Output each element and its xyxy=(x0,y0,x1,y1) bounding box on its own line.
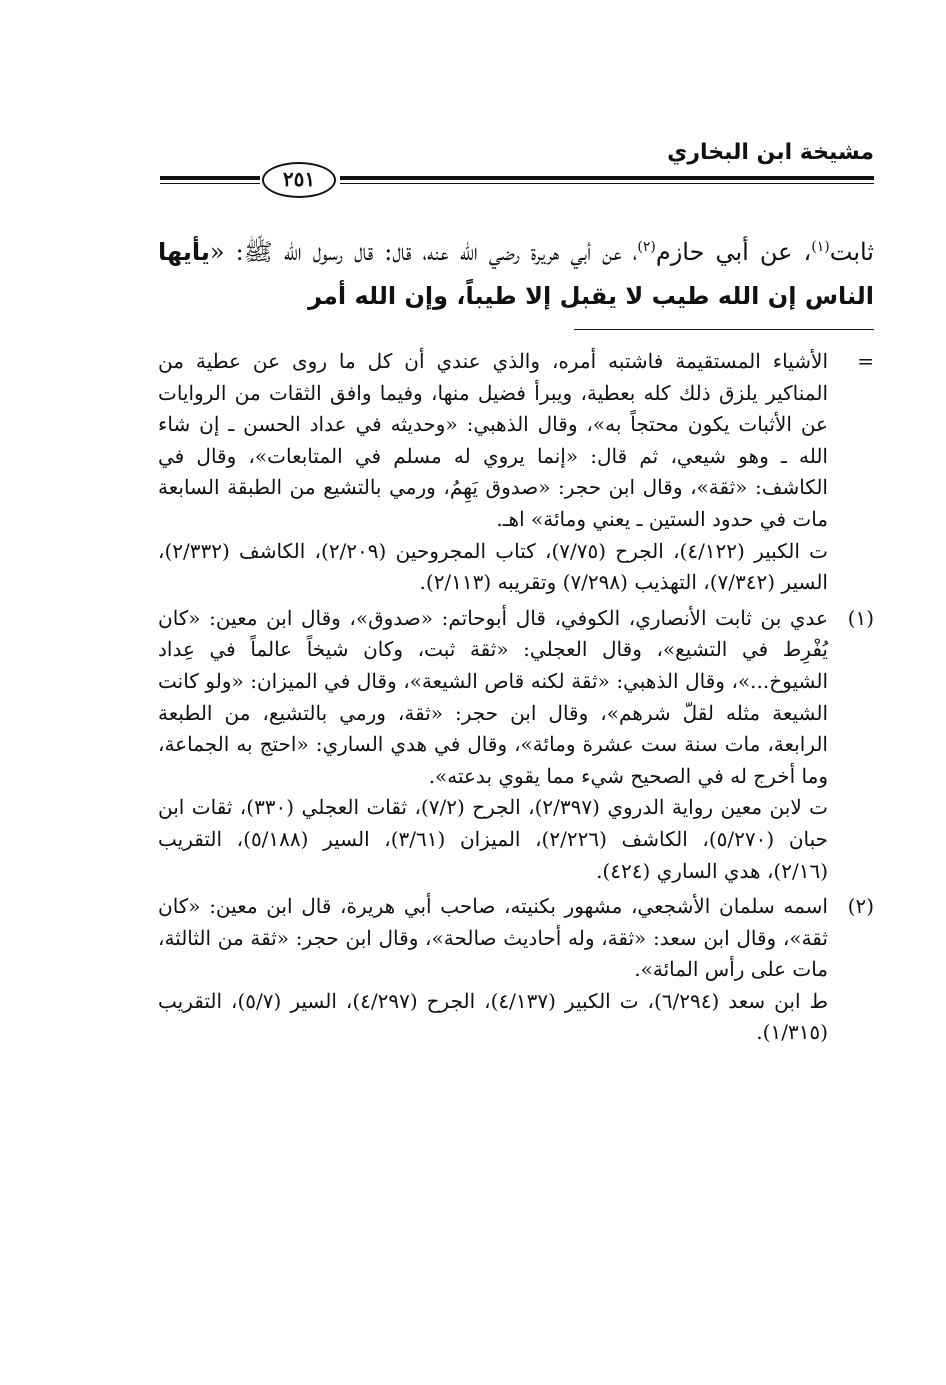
header-rule-left-thick xyxy=(160,176,260,180)
footnote-separator xyxy=(574,329,874,330)
footnote-refs: ط ابن سعد (٦/٢٩٤)، ت الكبير (٤/١٣٧)، الجرح (٤/٢٩٧)، السير (٥/٧)، التقريب (١/٣١٥). xyxy=(158,988,829,1045)
footnote-ref-1: (١) xyxy=(811,239,830,255)
footnote-refs: ت لابن معين رواية الدروي (٢/٣٩٧)، الجرح (٧/٢)، ثقات العجلي (٣٣٠)، ثقات ابن حبان (٥/٢٧٠)، الكاشف (٢/٢٢٦)، الميزان (٣/٦١)، السير (٥/١٨٨)، التقريب (٢/١٦)، هدي الساري (٤٢٤). xyxy=(158,795,829,883)
main-paragraph xyxy=(158,230,874,318)
footnote-text: اسمه سلمان الأشجعي، مشهور بكنيته، صاحب أبي هريرة، قال ابن معين: «كان ثقة»، وقال ابن سعد: «ثقة، وله أحاديث صالحة»، وقال ابن حجر: «ثقة من الثالثة، مات على رأس المائة». xyxy=(158,894,828,982)
main-text-segment: ثابت xyxy=(829,238,874,266)
footnote-text: الأشياء المستقيمة فاشتبه أمره، والذي عندي أن كل ما روى عن عطية من المناكير يلزق ذلك كله بعطية، ويبرأ فضيل منها، وفيما وافق الثقات من الروايات عن الأثبات يكون محتجاً به»، وقال الذهبي: «وحديثه في عداد الحسن ـ إن شاء الله ـ وهو شيعي، ثم قال: «إنما يروي له مسلم في المتابعات»، وقال في الكاشف: «ثقة»، وقال ابن حجر: «صدوق يَهِمُ، ورمي بالتشيع من الطبقة السابعة مات في حدود الستين ـ يعني ومائة» اهـ. xyxy=(158,349,828,531)
header-rule-thin xyxy=(340,183,874,184)
main-text-segment: ، عن أبي هريرة رضي الله عنه، قال: قال رسول الله ﷺ: « xyxy=(209,238,638,266)
footnote-continued xyxy=(158,346,874,599)
footnote-ref-2: (٢) xyxy=(637,239,656,255)
main-text xyxy=(158,230,874,318)
running-header-title: مشيخة ابن البخاري xyxy=(667,140,874,165)
main-text-segment: ، عن أبي حازم xyxy=(655,238,812,266)
footnote-marker: = xyxy=(857,349,874,373)
footnote-marker: (١) xyxy=(847,605,874,630)
header-rule-left-thin xyxy=(160,183,260,184)
footnote-1 xyxy=(158,603,874,887)
footnote-text: عدي بن ثابت الأنصاري، الكوفي، قال أبوحاتم: «صدوق»، وقال ابن معين: «كان يُفْرِط في التشيع»، وقال العجلي: «ثقة ثبت، وكان شيخاً عالماً في عِداد الشيوخ...»، وقال الذهبي: «ثقة لكنه قاص الشيعة»، وقال في الميزان: «ولو كانت الشيعة مثله لقلّ شرهم»، وقال ابن حجر: «ثقة، ورمي بالتشيع، من الطبعة الرابعة، مات سنة ست عشرة ومائة»، وقال في هدي الساري: «احتج به الجماعة، وما أخرج له في الصحيح شيء مما يقوي بدعته». xyxy=(158,605,829,788)
page-number: ٢٥١ xyxy=(262,162,336,198)
footnote-2 xyxy=(158,891,874,1049)
footnote-refs: ت الكبير (٤/١٢٢)، الجرح (٧/٧٥)، كتاب المجروحين (٢/٢٠٩)، الكاشف (٢/٣٣٢)، السير (٧/٣٤٢)، التهذيب (٧/٢٩٨) وتقريبه (٢/١١٣). xyxy=(158,538,828,595)
footnotes xyxy=(158,346,874,1053)
footnote-marker: (٢) xyxy=(847,894,874,919)
hadith-text: يأيها الناس إن الله طيب لا يقبل إلا طيباً، وإن الله أمر xyxy=(158,238,874,310)
header-rule-thick xyxy=(340,176,874,180)
